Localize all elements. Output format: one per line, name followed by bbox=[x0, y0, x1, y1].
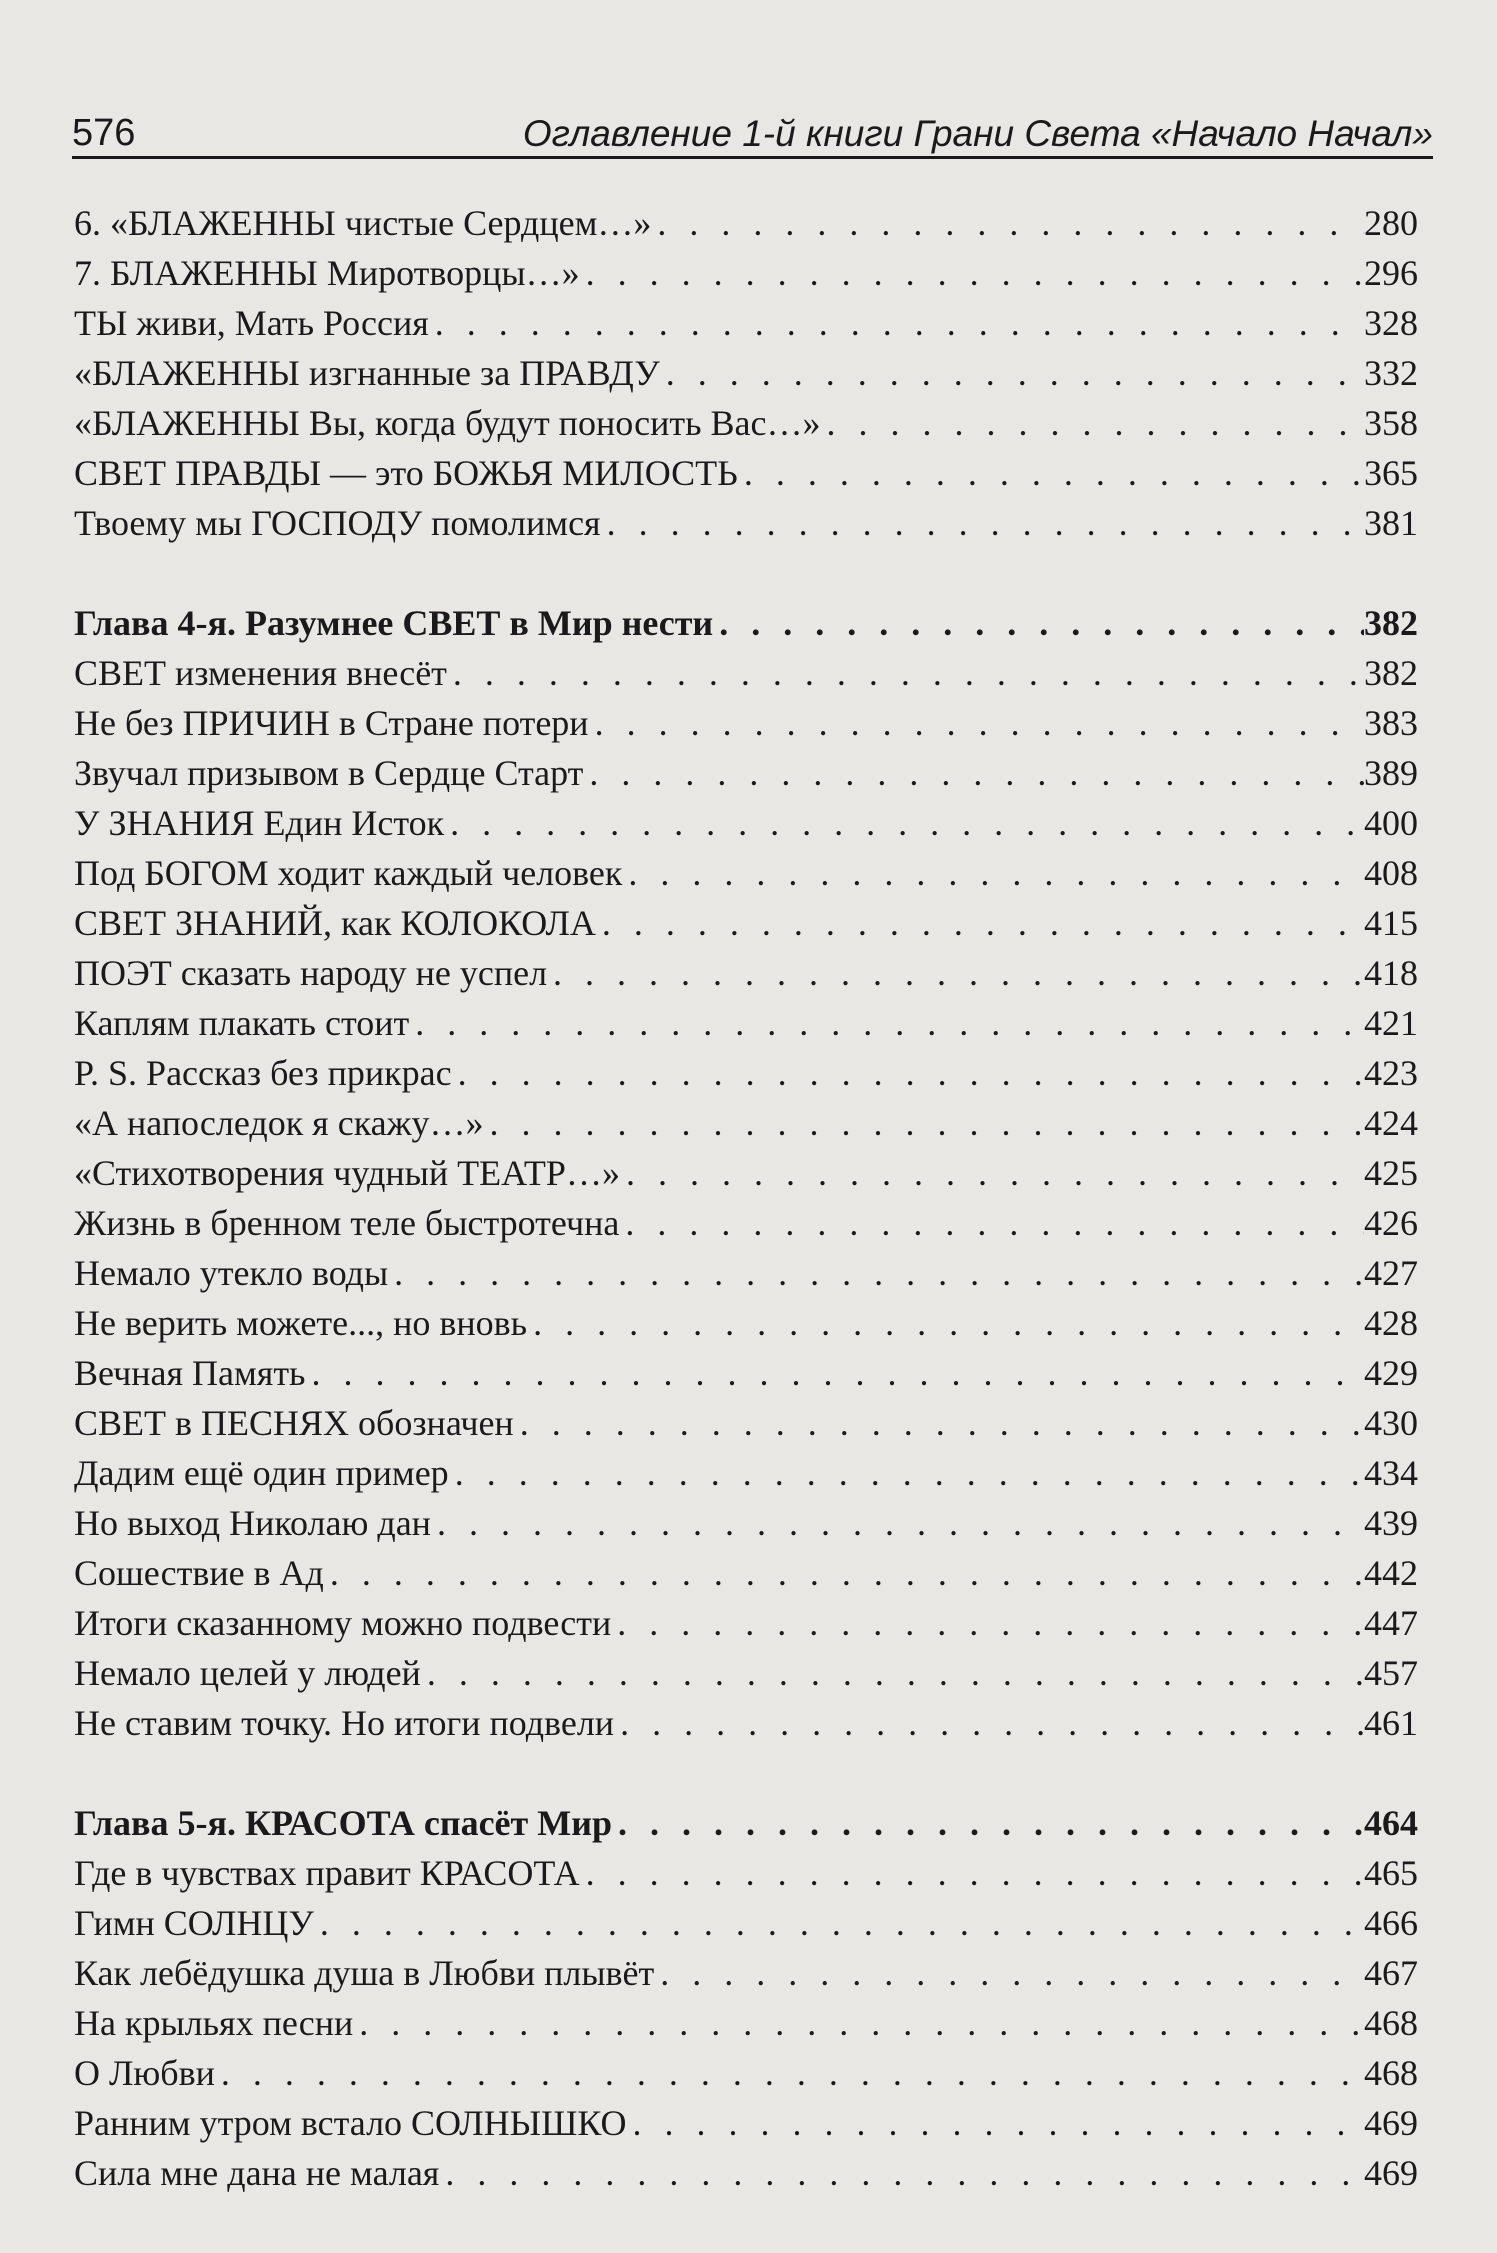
toc-entry bbox=[74, 2098, 1418, 2148]
toc-entry-title: СВЕТ ЗНАНИЙ, как КОЛОКОЛА bbox=[74, 903, 596, 943]
toc-entry bbox=[74, 1598, 1418, 1648]
dot-leader bbox=[612, 1798, 1364, 1848]
toc-entry bbox=[74, 898, 1418, 948]
toc-entry-title: Вечная Память bbox=[74, 1353, 306, 1393]
toc-entry-page: 465 bbox=[1364, 1853, 1418, 1893]
toc-entry-title: Как лебёдушка душа в Любви плывёт bbox=[74, 1953, 655, 1993]
toc-entry bbox=[74, 198, 1418, 248]
dot-leader bbox=[614, 1698, 1364, 1748]
toc-entry bbox=[74, 1148, 1418, 1198]
toc-entry-page: 426 bbox=[1364, 1203, 1418, 1243]
dot-leader bbox=[431, 1498, 1364, 1548]
dot-leader bbox=[447, 648, 1364, 698]
toc-entry-title: 6. «БЛАЖЕННЫ чистые Сердцем…» bbox=[74, 203, 652, 243]
toc-entry-page: 280 bbox=[1364, 203, 1418, 243]
dot-leader bbox=[547, 948, 1364, 998]
toc-entry-title: Где в чувствах правит КРАСОТА bbox=[74, 1853, 580, 1893]
dot-leader bbox=[627, 2098, 1365, 2148]
toc-entry bbox=[74, 1548, 1418, 1598]
dot-leader bbox=[654, 1948, 1364, 1998]
toc-entry-title: Жизнь в бренном теле быстротечна bbox=[74, 1203, 620, 1243]
toc-entry-page: 358 bbox=[1364, 403, 1418, 443]
dot-leader bbox=[620, 1148, 1364, 1198]
toc-entry-title: P. S. Рассказ без прикрас bbox=[74, 1053, 452, 1093]
dot-leader bbox=[580, 1848, 1364, 1898]
toc-entry-title: ПОЭТ сказать народу не успел bbox=[74, 953, 548, 993]
toc-entry bbox=[74, 498, 1418, 548]
toc-entry-page: 468 bbox=[1364, 2053, 1418, 2093]
dot-leader bbox=[622, 848, 1364, 898]
dot-leader bbox=[619, 1198, 1364, 1248]
toc-entry bbox=[74, 248, 1418, 298]
toc-entry-page: 424 bbox=[1364, 1103, 1418, 1143]
toc-entry-page: 461 bbox=[1364, 1703, 1418, 1743]
toc-entry bbox=[74, 348, 1418, 398]
toc-entry-page: 457 bbox=[1364, 1653, 1418, 1693]
chapter-heading-page: 464 bbox=[1364, 1803, 1418, 1843]
toc-entry-title: СВЕТ ПРАВДЫ — это БОЖЬЯ МИЛОСТЬ bbox=[74, 453, 738, 493]
toc-entry-page: 332 bbox=[1364, 353, 1418, 393]
toc-entry bbox=[74, 1398, 1418, 1448]
dot-leader bbox=[409, 998, 1364, 1048]
toc-entry-page: 365 bbox=[1364, 453, 1418, 493]
toc-entry-title: «БЛАЖЕННЫ Вы, когда будут поносить Вас…» bbox=[74, 403, 821, 443]
dot-leader bbox=[215, 2048, 1364, 2098]
chapter-heading-title: Глава 5-я. КРАСОТА спасёт Мир bbox=[74, 1803, 612, 1843]
toc-entry-page: 428 bbox=[1364, 1303, 1418, 1343]
toc-entry-page: 389 bbox=[1364, 753, 1418, 793]
toc-entry bbox=[74, 698, 1418, 748]
toc-entry-title: Не ставим точку. Но итоги подвели bbox=[74, 1703, 615, 1743]
dot-leader bbox=[583, 748, 1364, 798]
chapter-heading-title: Глава 4-я. Разумнее СВЕТ в Мир нести bbox=[74, 603, 714, 643]
dot-leader bbox=[353, 1998, 1364, 2048]
toc-entry-page: 427 bbox=[1364, 1253, 1418, 1293]
dot-leader bbox=[611, 1598, 1364, 1648]
dot-leader bbox=[580, 248, 1364, 298]
toc-entry bbox=[74, 1498, 1418, 1548]
toc-entry-title: ТЫ живи, Мать Россия bbox=[74, 303, 429, 343]
toc-entry-page: 418 bbox=[1364, 953, 1418, 993]
toc-entry-page: 429 bbox=[1364, 1353, 1418, 1393]
toc-entry bbox=[74, 1048, 1418, 1098]
toc-entry-title: Сошествие в Ад bbox=[74, 1553, 324, 1593]
dot-leader bbox=[305, 1348, 1364, 1398]
dot-leader bbox=[314, 1898, 1364, 1948]
chapter-heading bbox=[74, 1798, 1418, 1848]
toc-entry bbox=[74, 2148, 1418, 2198]
toc-entry-page: 328 bbox=[1364, 303, 1418, 343]
toc-entry-title: Не верить можете..., но вновь bbox=[74, 1303, 528, 1343]
toc-entry bbox=[74, 648, 1418, 698]
toc-entry-page: 469 bbox=[1364, 2103, 1418, 2143]
table-of-contents bbox=[74, 198, 1418, 2198]
toc-entry bbox=[74, 848, 1418, 898]
toc-entry bbox=[74, 398, 1418, 448]
toc-entry-title: Каплям плакать стоит bbox=[74, 1003, 410, 1043]
toc-entry-title: Не без ПРИЧИН в Стране потери bbox=[74, 703, 589, 743]
toc-entry bbox=[74, 1248, 1418, 1298]
dot-leader bbox=[439, 2148, 1364, 2198]
chapter-heading-page: 382 bbox=[1364, 603, 1418, 643]
toc-entry-page: 434 bbox=[1364, 1453, 1418, 1493]
toc-entry-page: 421 bbox=[1364, 1003, 1418, 1043]
toc-entry-title: СВЕТ в ПЕСНЯХ обозначен bbox=[74, 1403, 514, 1443]
toc-entry-title: «А напоследок я скажу…» bbox=[74, 1103, 484, 1143]
toc-entry-page: 400 bbox=[1364, 803, 1418, 843]
toc-entry-title: Немало утекло воды bbox=[74, 1253, 389, 1293]
toc-entry-title: Ранним утром встало СОЛНЫШКО bbox=[74, 2103, 627, 2143]
toc-entry bbox=[74, 1998, 1418, 2048]
toc-entry bbox=[74, 1698, 1418, 1748]
toc-entry-page: 425 bbox=[1364, 1153, 1418, 1193]
dot-leader bbox=[596, 898, 1364, 948]
dot-leader bbox=[738, 448, 1364, 498]
toc-entry bbox=[74, 948, 1418, 998]
dot-leader bbox=[324, 1548, 1364, 1598]
toc-entry-title: Под БОГОМ ходит каждый человек bbox=[74, 853, 623, 893]
dot-leader bbox=[429, 298, 1364, 348]
toc-entry-title: 7. БЛАЖЕННЫ Миротворцы…» bbox=[74, 253, 580, 293]
toc-entry-title: Твоему мы ГОСПОДУ помолимся bbox=[74, 503, 601, 543]
toc-entry bbox=[74, 1098, 1418, 1148]
toc-entry-page: 296 bbox=[1364, 253, 1418, 293]
toc-section bbox=[74, 598, 1418, 1748]
toc-entry bbox=[74, 1648, 1418, 1698]
toc-entry-title: Сила мне дана не малая bbox=[74, 2153, 440, 2193]
toc-entry-title: Итоги сказанному можно подвести bbox=[74, 1603, 612, 1643]
dot-leader bbox=[514, 1398, 1364, 1448]
toc-entry-title: У ЗНАНИЯ Един Исток bbox=[74, 803, 445, 843]
toc-entry-title: Звучал призывом в Сердце Старт bbox=[74, 753, 584, 793]
dot-leader bbox=[388, 1248, 1364, 1298]
toc-entry-page: 430 bbox=[1364, 1403, 1418, 1443]
dot-leader bbox=[820, 398, 1364, 448]
page-header bbox=[72, 100, 1433, 159]
toc-entry bbox=[74, 1848, 1418, 1898]
toc-entry-page: 439 bbox=[1364, 1503, 1418, 1543]
dot-leader bbox=[452, 1048, 1364, 1098]
dot-leader bbox=[484, 1098, 1364, 1148]
chapter-heading bbox=[74, 598, 1418, 648]
toc-entry-page: 408 bbox=[1364, 853, 1418, 893]
toc-entry-title: «Стихотворения чудный ТЕАТР…» bbox=[74, 1153, 620, 1193]
dot-leader bbox=[444, 798, 1364, 848]
toc-entry-page: 447 bbox=[1364, 1603, 1418, 1643]
toc-entry-title: На крыльях песни bbox=[74, 2003, 354, 2043]
toc-entry-page: 467 bbox=[1364, 1953, 1418, 1993]
toc-entry-title: Немало целей у людей bbox=[74, 1653, 421, 1693]
toc-entry bbox=[74, 1198, 1418, 1248]
running-title: Оглавление 1-й книги Грани Света «Начало Начал» bbox=[522, 113, 1433, 154]
toc-entry bbox=[74, 448, 1418, 498]
dot-leader bbox=[660, 348, 1364, 398]
toc-entry-page: 469 bbox=[1364, 2153, 1418, 2193]
toc-section bbox=[74, 198, 1418, 548]
toc-entry-page: 415 bbox=[1364, 903, 1418, 943]
toc-entry bbox=[74, 1298, 1418, 1348]
toc-entry-page: 382 bbox=[1364, 653, 1418, 693]
toc-entry-page: 381 bbox=[1364, 503, 1418, 543]
dot-leader bbox=[449, 1448, 1364, 1498]
toc-entry bbox=[74, 1348, 1418, 1398]
dot-leader bbox=[421, 1648, 1364, 1698]
toc-entry-page: 466 bbox=[1364, 1903, 1418, 1943]
toc-entry bbox=[74, 748, 1418, 798]
dot-leader bbox=[527, 1298, 1364, 1348]
dot-leader bbox=[601, 498, 1364, 548]
page-number: 576 bbox=[72, 112, 136, 154]
toc-entry-page: 383 bbox=[1364, 703, 1418, 743]
toc-entry-title: СВЕТ изменения внесёт bbox=[74, 653, 447, 693]
toc-entry-title: Дадим ещё один пример bbox=[74, 1453, 449, 1493]
toc-entry bbox=[74, 798, 1418, 848]
toc-entry-page: 468 bbox=[1364, 2003, 1418, 2043]
toc-entry bbox=[74, 2048, 1418, 2098]
toc-entry-page: 442 bbox=[1364, 1553, 1418, 1593]
toc-entry bbox=[74, 1448, 1418, 1498]
dot-leader bbox=[713, 598, 1364, 648]
toc-section bbox=[74, 1798, 1418, 2198]
dot-leader bbox=[651, 198, 1364, 248]
toc-entry-title: «БЛАЖЕННЫ изгнанные за ПРАВДУ bbox=[74, 353, 660, 393]
toc-entry-title: Гимн СОЛНЦУ bbox=[74, 1903, 314, 1943]
toc-entry-title: Но выход Николаю дан bbox=[74, 1503, 431, 1543]
toc-entry bbox=[74, 1948, 1418, 1998]
toc-entry bbox=[74, 298, 1418, 348]
dot-leader bbox=[589, 698, 1364, 748]
toc-entry-title: О Любви bbox=[74, 2053, 215, 2093]
toc-entry bbox=[74, 998, 1418, 1048]
toc-entry bbox=[74, 1898, 1418, 1948]
toc-entry-page: 423 bbox=[1364, 1053, 1418, 1093]
